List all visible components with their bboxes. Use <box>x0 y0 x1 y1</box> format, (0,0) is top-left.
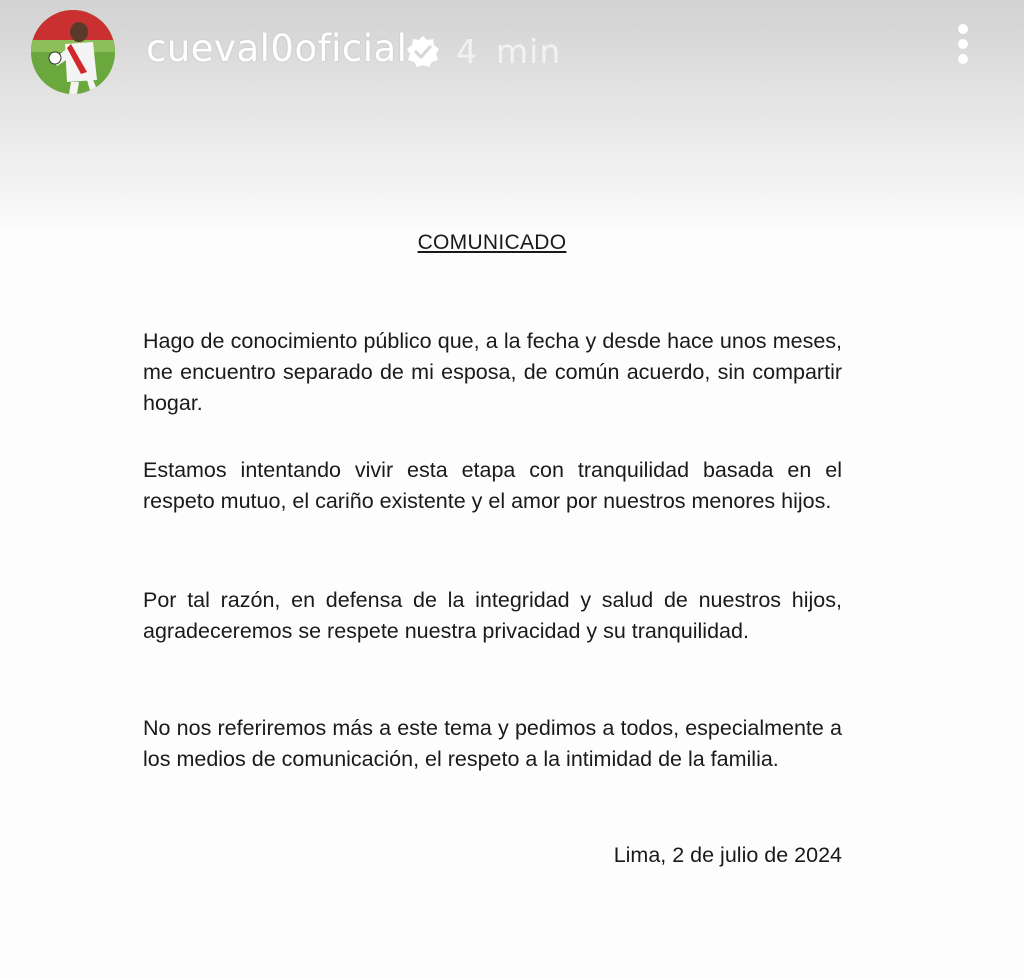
profile-avatar[interactable] <box>31 10 115 94</box>
statement-title: COMUNICADO <box>417 231 567 254</box>
story-header <box>0 0 1024 110</box>
statement-signature: Lima, 2 de julio de 2024 <box>613 843 842 867</box>
verified-badge-icon <box>406 35 440 69</box>
avatar-photo <box>31 10 115 94</box>
username-link[interactable]: cueval0oficial <box>146 27 408 70</box>
statement-paragraph-2: Estamos intentando vivir esta etapa con tranquilidad basada en el respeto mutuo, el cariño existente y el amor por nuestros menores hijos. <box>143 458 842 513</box>
statement-paragraph-4: No nos referiremos más a este tema y pedimos a todos, especialmente a los medios de comunicación, el respeto a la intimidad de la familia. <box>143 716 842 771</box>
statement-paragraph-3: Por tal razón, en defensa de la integridad y salud de nuestros hijos, agradeceremos se respete nuestra privacidad y su tranquilidad. <box>143 588 842 643</box>
post-time <box>456 32 561 71</box>
statement-paragraph-1: Hago de conocimiento público que, a la fecha y desde hace unos meses, me encuentro separado de mi esposa, de común acuerdo, sin compartir hogar. <box>143 329 842 415</box>
post-time-number: 4 <box>456 32 478 71</box>
post-time-unit: min <box>496 32 562 71</box>
more-options-icon[interactable] <box>948 24 978 74</box>
